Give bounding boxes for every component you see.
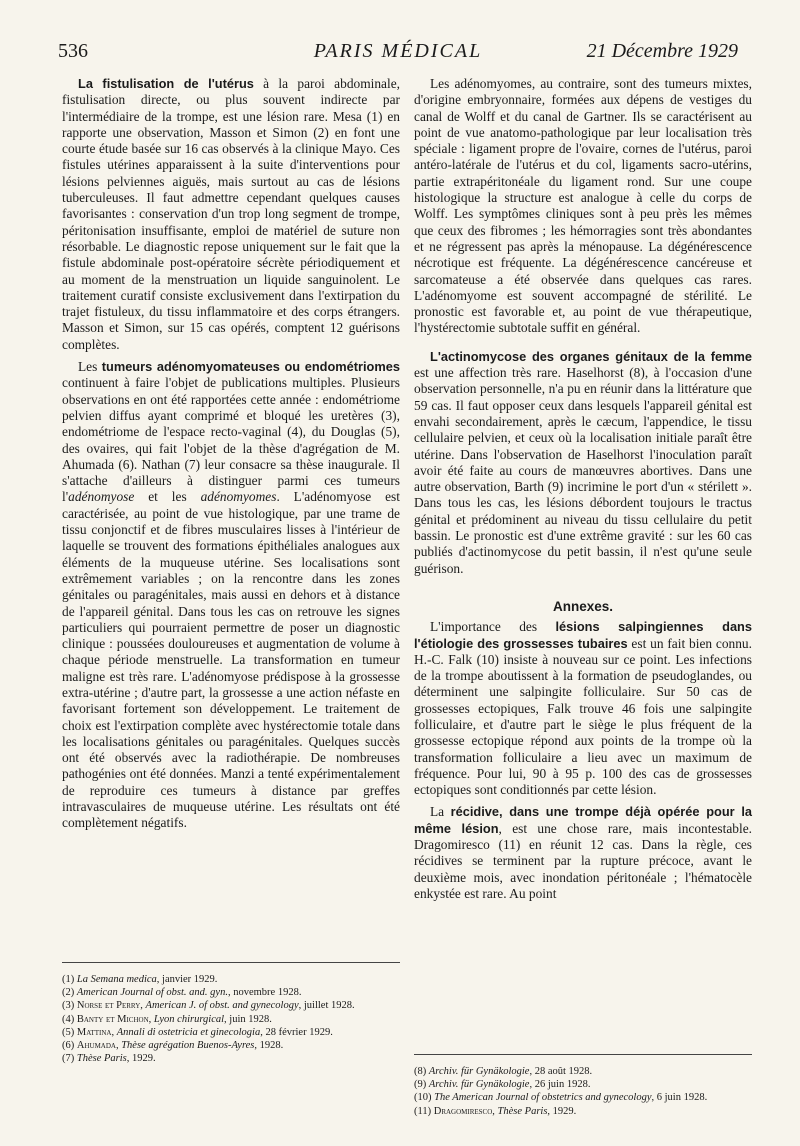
right-column — [414, 76, 752, 902]
footnote: (5) Mattina, Annali di ostetricia et ginecologia, 28 février 1929. — [62, 1026, 333, 1038]
footnote-number: (7) — [62, 1053, 77, 1065]
footnote-author: Mattina — [76, 1026, 112, 1038]
paragraph-text: Les — [78, 359, 102, 375]
journal-title: PARIS MÉDICAL — [313, 40, 483, 62]
paragraph-lesions-salpingiennes — [414, 619, 752, 798]
footnote-date: , novembre 1928. — [227, 987, 302, 999]
paragraph-actinomycose — [414, 349, 752, 577]
footnote-source: Thèse agrégation Buenos-Ayres — [121, 1040, 255, 1052]
paragraph-text: est une affection très rare. Haselhorst (8), à l'occasion d'une observation personnelle, n'a pu en réunir dans la littérature que 59 cas. Il faut opposer ceux dans lesquels l'appareil génital est envahi secondairement, après le cæcum, l'appendice, le tissu cellulaire pelvien, et ceux où la localisation initiale paraît être utérine. Dans l'observation de Haselhorst l'inoculation paraît avoir été faite au cours de manœuvres abortives. Dans une autre observation, Barth (9) incrimine le port d'un « stérilett ». Dans tous les cas, les lésions débordent toujours le tractus génital et prédominent au niveau du tissu cellulaire du petit bassin. Le pronostic est d'une extrême gravité : sur les 60 cas publiés d'actinomycose du petit bassin, il n'est qu'une seule guérison. — [414, 365, 752, 576]
paragraph-text: est un fait bien connu. H.-C. Falk (10) insiste à nouveau sur ce point. Les infections de la trompe aboutissent à la formation de pseudoglandes, ou déterminent une salpingite folliculaire. Sur 50 cas de grossesses ectopiques, Falk trouve 46 fois une salpingite folliculaire, et d'autre part le siège le plus fréquent de la grossesse ectopique répond aux points de la trompe où la transformation folliculaire a lieu avec un maximum de fréquence. Pour lui, 90 à 95 p. 100 des cas de grossesses ectopiques sont conditionnés par cette lésion. — [414, 635, 752, 798]
footnote-source: Archiv. für Gynäkologie — [428, 1079, 530, 1091]
footnote — [62, 973, 400, 986]
footnote-source: Lyon chirurgical — [153, 1013, 225, 1025]
italic-term: adénomyose — [68, 489, 135, 505]
footnote-number: (6) — [62, 1040, 77, 1052]
footnote — [414, 1065, 752, 1078]
italic-term: adénomyomes — [200, 489, 277, 505]
footnotes-left — [62, 962, 400, 1065]
paragraph-text: L'importance des — [430, 619, 556, 635]
footnote-date: , 1928. — [254, 1040, 284, 1052]
footnote-number: (5) — [62, 1026, 77, 1038]
footnote-number: (3) — [62, 1000, 77, 1012]
footnote — [414, 1091, 752, 1104]
footnote: (4) Banty et Michon, Lyon chirurgical, juin 1928. — [62, 1013, 272, 1025]
footnote-date: , 6 juin 1928. — [651, 1092, 708, 1104]
footnote-number: (8) — [414, 1066, 429, 1077]
footnote-source: American J. of obst. and gynecology — [145, 1000, 299, 1012]
footnote-date: , janvier 1929. — [156, 974, 218, 985]
footnote-number: (2) — [62, 987, 77, 999]
footnote-number: (1) — [62, 974, 77, 985]
paragraph-text: La — [430, 804, 451, 820]
footnote — [62, 1052, 400, 1065]
footnote: (6) Ahumada, Thèse agrégation Buenos-Ayres, 1928. — [62, 1040, 284, 1052]
paragraph-recidive — [414, 804, 752, 902]
topic-bold: récidive, dans une trompe déjà opérée pour la même lésion — [414, 804, 752, 836]
footnote-date: , 28 février 1929. — [260, 1026, 333, 1038]
footnote-date: , 26 juin 1928. — [529, 1079, 591, 1091]
footnote-date: , juin 1928. — [224, 1013, 272, 1025]
paragraph-text: . L'adénomyose est caractérisée, au point de vue histologique, par une trame de tissu conjonctif et de fibres musculaires lisses à l'intérieur de laquelle se trouvent des formations épithéliales analogues aux éléments de la muqueuse utérine. Ses localisations sont extrêmement variables ; on la rencontre dans les zones génitales ou paragénitales, mais aussi en dehors et à distance de l'appareil génital. Dans tous les cas on retrouve les signes particuliers qui pourraient permettre de poser un diagnostic clinique : poussées douloureuses et augmentation de volume à chaque période menstruelle. La transformation en tumeur maligne est très rare. L'adénomyose prédispose à la grossesse extra-utérine ; d'autre part, la grossesse a une action néfaste en favorisant fortement son développement. Le traitement de choix est l'extirpation complète avec hystérectomie totale dans les localisations génitales ou paragénitales. Quelques succès ont été observés avec la radiothérapie. De nombreuses pathogénies ont été données. Manzi a tenté expérimentalement de reproduire ces tumeurs à distance par greffes intravasculaires de muqueuse utérine. Les résultats ont été complètement négatifs. — [62, 489, 400, 831]
footnote-date: , juillet 1928. — [298, 1000, 355, 1012]
footnote-date: , 1929. — [126, 1053, 156, 1065]
section-heading-annexes: Annexes. — [552, 598, 614, 614]
topic-bold: L'actinomycose des organes génitaux de la femme — [430, 348, 752, 364]
page-header — [58, 40, 738, 68]
issue-date: 21 Décembre 1929 — [586, 40, 738, 62]
footnote-author: Dragomiresco — [433, 1105, 493, 1117]
footnote-author: Ahumada — [76, 1040, 116, 1052]
footnote-source: The American Journal of obstetrics and gynecology — [434, 1092, 652, 1104]
footnote-author: Banty et Michon — [76, 1013, 149, 1025]
paragraph-text: à la paroi abdominale, fistulisation directe, ou plus souvent indirecte par l'intermédiaire de la trompe, est une lésion rare. Mesa (1) en rapporte une observation, Masson et Simon (2) en font une courte étude basée sur 16 cas observés à la clinique Mayo. Ces fistules utérines apparaissent à la suite d'interventions pour lésions pelviennes aiguës, mais surtout au cas de lésions tuberculeuses. Il faut admettre cependant quelques causes favorisantes : conservation d'un trop long segment de trompe, péritonisation insuffisante, emploi de matériel de suture non résorbable. Le diagnostic repose uniquement sur le fait que la fistule abdominale post-opératoire sécrète périodiquement et au moment de la menstruation un liquide sanguinolent. Le traitement curatif consiste exclusivement dans l'extirpation du trajet fistuleux, du tissu inflammatoire et des corps étrangers. Masson et Simon, sur 15 cas opérés, comptent 12 guérisons complètes. — [62, 76, 400, 352]
footnote-number: (10) — [414, 1092, 435, 1104]
paragraph-fistulisation — [62, 76, 400, 353]
topic-bold: tumeurs adénomyomateuses ou endométriomes — [101, 359, 400, 375]
footnote-source: Archiv. für Gynäkologie — [428, 1066, 530, 1077]
footnote-number: (9) — [414, 1079, 429, 1091]
footnote-number: (4) — [62, 1013, 77, 1025]
footnote-rule — [414, 1054, 752, 1055]
left-column — [62, 76, 400, 832]
topic-bold: La fistulisation de l'utérus — [78, 76, 254, 91]
footnote: (11) Dragomiresco, Thèse Paris, 1929. — [414, 1105, 577, 1117]
paragraph-tumeurs — [62, 359, 400, 832]
footnote-author: Norse et Perry — [76, 1000, 141, 1012]
footnote-source: Annali di ostetricia et ginecologia — [116, 1026, 261, 1038]
paragraph-text: continuent à faire l'objet de publications multiples. Plusieurs observations en ont été rapportées cette année : endométriome pelvien diffus ayant comprimé et bloqué les uretères (3), endométriome de l'espace recto-vaginal (4), du Douglas (5), des ovaires, qui fait l'objet de la thèse d'agrégation de M. Ahumada (6). Nathan (7) leur consacre sa thèse inaugurale. Il s'attache d'ailleurs à distinguer parmi ces tumeurs l' — [62, 375, 400, 505]
paragraph-text: et les — [134, 489, 201, 505]
topic-bold: lésions salpingiennes dans l'étiologie des grossesses tubaires — [414, 619, 752, 651]
footnote-rule — [62, 962, 400, 963]
footnote-date: , 28 août 1928. — [529, 1066, 593, 1077]
footnote — [414, 1078, 752, 1091]
page-number: 536 — [58, 40, 88, 62]
footnote-source: La Semana medica — [76, 974, 157, 985]
footnote: (3) Norse et Perry, American J. of obst. and gynecology, juillet 1928. — [62, 1000, 355, 1012]
footnote-source: American Journal of obst. and. gyn. — [76, 987, 228, 999]
footnote-source: Thèse Paris — [497, 1105, 548, 1117]
footnote-date: , 1929. — [547, 1105, 577, 1117]
paragraph-adenomyomes: Les adénomyomes, au contraire, sont des tumeurs mixtes, d'origine embryonnaire, formées aux dépens de vestiges du canal de Wolff et du canal de Gartner. Ils se caractérisent au point de vue anatomo-pathologique par leur localisation très spéciale : ligament propre de l'ovaire, cornes de l'utérus, paroi antéro-latérale de l'utérus et du col, ligaments sacro-utérins, partie extrapéritonéale du ligament rond. Sur une coupe histologique la structure est analogue à celle du corps de Wolff. Les symptômes cliniques sont à peu près les mêmes que ceux des fibromes ; les hémorragies sont très abondantes et ne régressent pas après la ménopause. La dégénérescence nécrotique est fréquente. La dégénérescence cancéreuse et sarcomateuse a été observée dans quelques cas rares. L'adénomyome est souvent accompagné de stérilité. Le pronostic est favorable et, au point de vue thérapeutique, l'hystérectomie subtotale suffit en général. — [414, 76, 752, 336]
footnote-source: Thèse Paris — [76, 1053, 127, 1065]
footnotes-right — [414, 1054, 752, 1118]
footnote — [62, 986, 400, 999]
footnote-number: (11) — [414, 1105, 434, 1117]
paragraph-text: , est une chose rare, mais incontestable. Dragomiresco (11) en réunit 12 cas. Dans la règle, ces récidives se terminent par la rupture précoce, avant le deuxième mois, avec inondation péritonéale ; l'hématocèle enkystée est rare. Au point — [414, 820, 752, 901]
